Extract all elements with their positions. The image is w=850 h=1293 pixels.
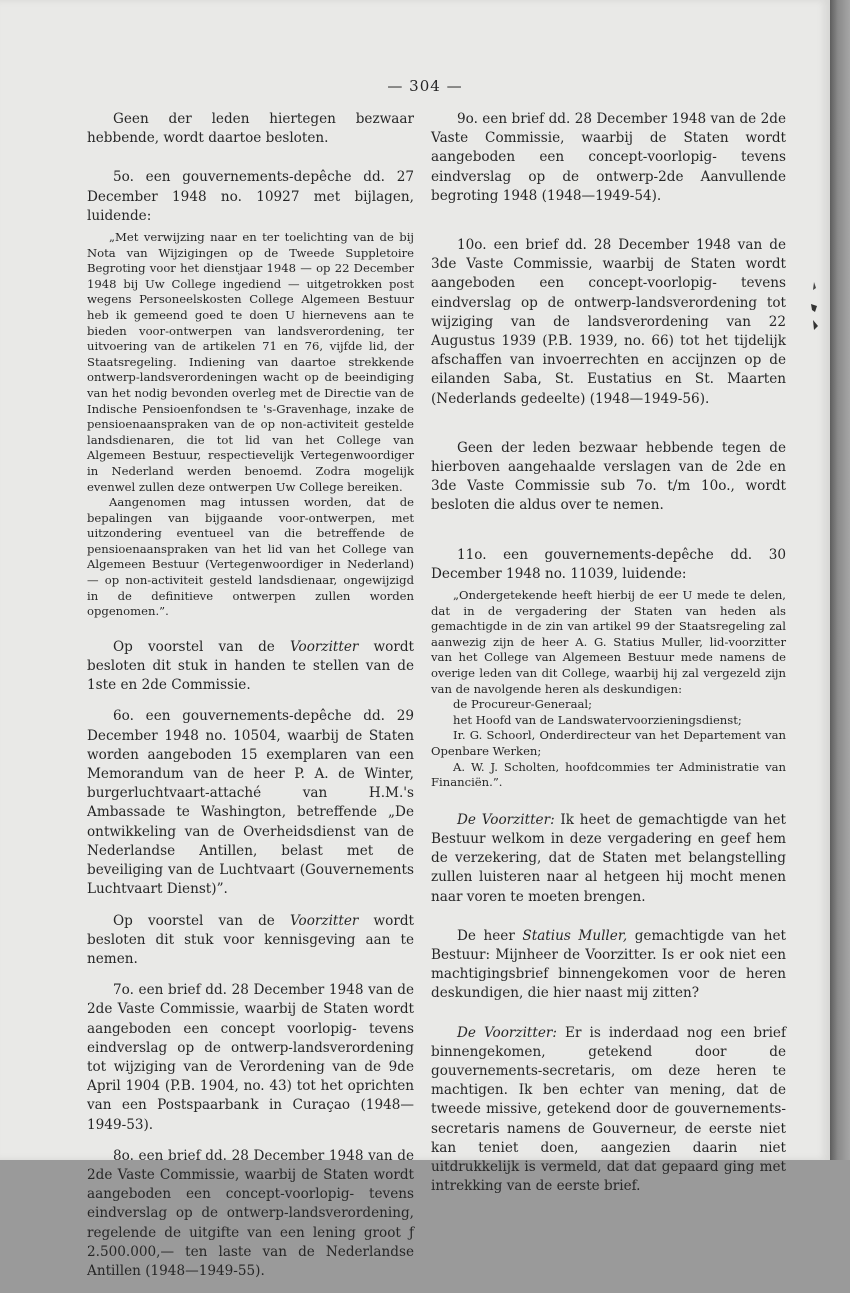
left-para-5-b: wordt besloten dit stuk voor kennisgeving aan te nemen.: [87, 912, 414, 967]
page-edge-shadow: [830, 0, 850, 1160]
left-para-5-name: Voorzitter: [289, 912, 359, 929]
left-item-5: 5o. een gouvernements-depêche dd. 27 December 1948 no. 10927 met bijlagen, luidende:: [87, 169, 414, 224]
right-para-6-a: De heer: [457, 927, 523, 944]
right-item-10: 10o. een brief dd. 28 December 1948 van de 3de Vaste Commissie, waarbij de Staten wordt aangeboden een concept-voorlopig- tevens eindverslag op de ontwerp-landsverordening tot wijziging van de landsverordening van 22 Augustus 1939 (P.B. 1939, no. 66) tot het tijdelijk afschaffen van invoerrechten en accijnzen op de eilanden Saba, St. Eustatius en St. Maarten (Nederlands gedeelte) (1948—1949-56).: [431, 237, 786, 407]
left-item-6: 6o. een gouvernements-depêche dd. 29 December 1948 no. 10504, waarbij de Staten worden aangeboden 15 exemplaren van een Memorandum van de heer P. A. de Winter, burgerluchtvaart-attaché van H.M.'s Ambassade te Washington, betreffende „De ontwikkeling van de Overheidsdienst van de Nederlandse Antillen, belast met de beveiliging van de Luchtvaart (Gouvernements Luchtvaart Dienst)”.: [87, 708, 414, 898]
right-para-6: [431, 927, 786, 1004]
right-quote-4: Ir. G. Schoorl, Onderdirecteur van het Departement van Openbare Werken;: [431, 728, 786, 758]
margin-marks: [806, 280, 822, 340]
left-para-1: Geen der leden hiertegen bezwaar hebbende, wordt daartoe besloten.: [87, 111, 414, 147]
right-para-3: Geen der leden bezwaar hebbende tegen de hierboven aangehaalde verslagen van de 2de en 3de Vaste Commissie sub 7o. t/m 10o., wordt besloten die aldus over te nemen.: [431, 439, 786, 514]
left-para-3-a: Op voorstel van de: [113, 638, 290, 655]
right-para-7: [431, 1024, 786, 1197]
left-para-3-b: wordt besloten dit stuk in handen te stellen van de 1ste en 2de Commissie.: [87, 638, 414, 694]
left-para-3-name: Voorzitter: [289, 638, 359, 655]
right-item-9: 9o. een brief dd. 28 December 1948 van de 2de Vaste Commissie, waarbij de Staten wordt aangeboden een concept-voorlopig- tevens eindverslag op de ontwerp-2de Aanvullende begroting 1948 (1948—1949-54).: [431, 111, 786, 204]
right-para-5-b: Ik heet de gemachtigde van het Bestuur welkom in deze vergadering en geef hem de verzekering, dat de Staten met belangstelling zullen luisteren naar al hetgeen hij mocht menen naar voren te moeten brengen.: [431, 811, 786, 905]
right-quote-3: het Hoofd van de Landswatervoorzieningsdienst;: [453, 712, 742, 727]
right-quote-2: de Procureur-Generaal;: [453, 697, 593, 712]
left-para-5-a: Op voorstel van de: [113, 912, 290, 929]
left-quote-2: Aangenomen mag intussen worden, dat de bepalingen van bijgaande voor-ontwerpen, met uitzondering eventueel van die betreffende de pensioenaanspraken van het lid van het College van Algemeen Bestuur (Vertegenwoordiger in Nederland) — op non-activiteit gesteld landsdienaar, ongewijzigd in de definitieve ontwerpen zullen worden opgenomen.”.: [87, 495, 414, 619]
right-para-6-b: gemachtigde van het Bestuur: Mijnheer de Voorzitter. Is er ook niet een machtigingsbrief binnengekomen voor de heren deskundigen, die hier naast mij zitten?: [431, 927, 787, 1002]
right-para-6-name: Statius Muller,: [522, 927, 628, 944]
page-number: — 304 —: [387, 77, 463, 95]
right-para-5: [431, 811, 786, 907]
right-quote-5: A. W. J. Scholten, hoofdcommies ter Administratie van Financiën.”.: [431, 759, 786, 790]
left-item-7: 7o. een brief dd. 28 December 1948 van de 2de Vaste Commissie, waarbij de Staten wordt aangeboden een concept voorlopig- tevens eindverslag op de ontwerp-landsverordening tot wijziging van de Verordening van de 9de April 1904 (P.B. 1904, no. 43) tot het oprichten van een Postspaarbank in Curaçao (1948—1949-53).: [87, 982, 414, 1133]
left-item-8: 8o. een brief dd. 28 December 1948 van de 2de Vaste Commissie, waarbij de Staten wordt aangeboden een concept-voorlopig- tevens eindverslag op de ontwerp-landsverordening, regelende de uitgifte van een lening groot ƒ 2.500.000,— ten laste van de Nederlandse Antillen (1948—1949-55).: [87, 1147, 414, 1279]
right-column: [431, 110, 786, 1208]
left-column: [87, 110, 414, 1293]
right-item-11: 11o. een gouvernements-depêche dd. 30 December 1948 no. 11039, luidende:: [431, 546, 786, 582]
right-para-7-name: De Voorzitter:: [457, 1024, 557, 1041]
left-para-5: [87, 912, 414, 970]
right-para-7-b: Er is inderdaad nog een brief binnengekomen, getekend door de gouvernements-secretaris, om deze heren te machtigen. Ik ben echter van mening, dat de tweede missive, getekend door de gouvernements-secretaris namens de Gouverneur, de eerste niet kan teniet doen, aangezien daarin niet uitdrukkelijk is vermeld, dat dat gepaard ging met intrekking van de eerste brief.: [431, 1024, 786, 1195]
right-quote-1: „Ondergetekende heeft hierbij de eer U mede te delen, dat in de vergadering der Staten van heden als gemachtigde in de zin van artikel 99 der Staatsregeling zal aanwezig zijn de heer A. G. Statius Muller, lid-voorzitter van het College van Algemeen Bestuur mede namens de overige leden van dit College, waarbij hij zal vergezeld zijn van de navolgende heren als deskundigen:: [431, 588, 786, 696]
left-quote-1: „Met verwijzing naar en ter toelichting van de bij Nota van Wijzigingen op de Tweede Suppletoire Begroting voor het dienstjaar 1948 — op 22 December 1948 bij Uw College ingediend — uitgetrokken post wegens Personeelskosten College Algemeen Bestuur heb ik gemeend goed te doen U hiernevens aan te bieden voor-ontwerpen van landsverordening, ter uitvoering van de artikelen 71 en 76, vijfde lid, der Staatsregeling. Indiening van daartoe strekkende ontwerp-landsverordeningen wacht op de beeindiging van het nodig bevonden overleg met de Directie van de Indische Pensioenfondsen te 's-Gravenhage, inzake de pensioenaanspraken van de op non-activiteit gestelde landsdienaren, die tot lid van het College van Algemeen Bestuur, respectievelijk Vertegenwoordiger in Nederland werden benoemd. Zodra mogelijk evenwel zullen deze ontwerpen Uw College bereiken.: [87, 230, 414, 494]
right-para-5-name: De Voorzitter:: [457, 811, 555, 828]
left-para-3: [87, 638, 414, 696]
